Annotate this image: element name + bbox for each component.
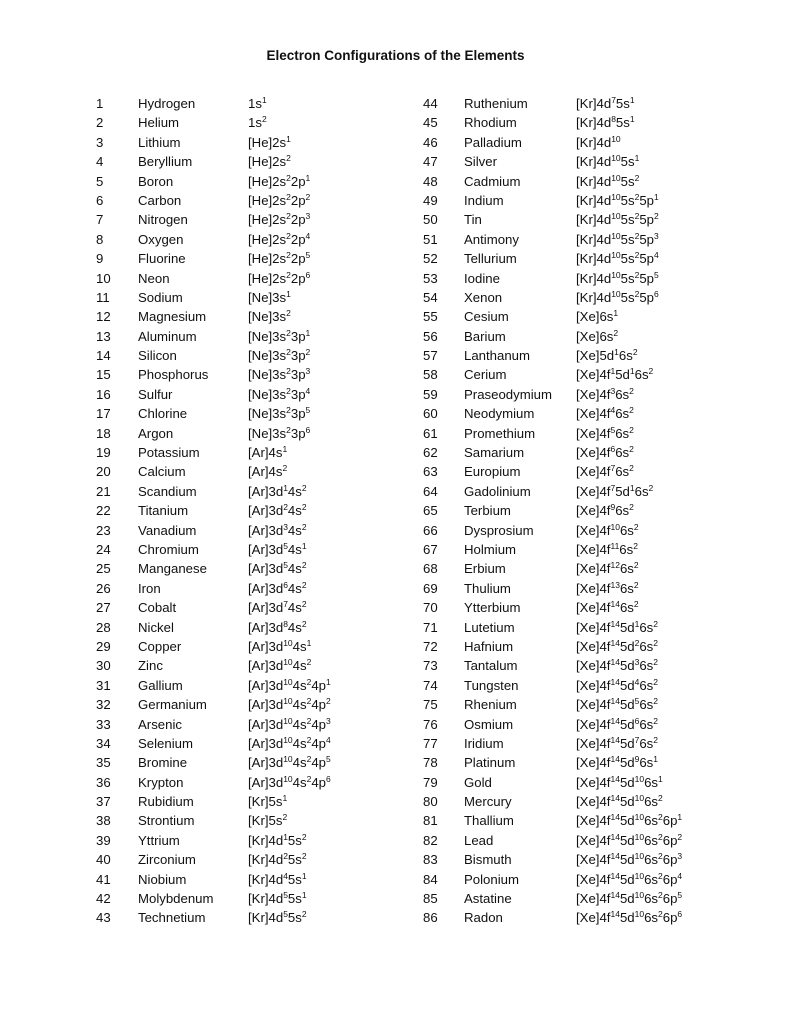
atomic-number: 74 <box>423 677 438 693</box>
atomic-number: 63 <box>423 464 438 480</box>
element-name: Iodine <box>464 270 500 286</box>
atomic-number: 68 <box>423 561 438 577</box>
electron-configuration: $[Xe]4f^{14}5d^{10}6s^26p^4$ <box>576 870 683 887</box>
atomic-number: 64 <box>423 483 438 499</box>
atomic-number: 78 <box>423 755 438 771</box>
element-name: Polonium <box>464 871 519 887</box>
element-name: Neodymium <box>464 406 535 422</box>
element-name: Hafnium <box>464 638 514 654</box>
electron-configuration: $[He]2s^22p^4$ <box>248 230 311 247</box>
atomic-number: 75 <box>423 697 438 713</box>
atomic-number: 48 <box>423 173 438 189</box>
element-name: Holmium <box>464 541 517 557</box>
atomic-number: 16 <box>96 386 111 402</box>
element-name: Dysprosium <box>464 522 534 538</box>
element-name: Terbium <box>464 503 511 519</box>
atomic-number: 44 <box>423 96 438 111</box>
element-name: Thallium <box>464 813 514 829</box>
atomic-number: 25 <box>96 561 111 577</box>
element-name: Zirconium <box>138 852 196 868</box>
electron-configuration: $[Ar]3d^{10}4s^24p^3$ <box>248 715 331 732</box>
electron-configuration: $[Ar]3d^{10}4s^24p^2$ <box>248 696 331 713</box>
element-name: Potassium <box>138 445 200 461</box>
electron-configuration: $[He]2s^22p^3$ <box>248 211 311 228</box>
atomic-number: 43 <box>96 910 111 926</box>
atomic-number: 32 <box>96 697 111 713</box>
element-name: Strontium <box>138 813 195 829</box>
electron-configuration: $[Xe]4f^{14}5d^{10}6s^26p^5$ <box>576 890 683 907</box>
element-name: Mercury <box>464 794 512 810</box>
electron-configuration: $[He]2s^22p^2$ <box>248 191 311 208</box>
element-name: Zinc <box>138 658 163 674</box>
element-name: Silicon <box>138 348 177 364</box>
atomic-number: 9 <box>96 251 104 267</box>
electron-configuration: $[Xe]4f^{11}6s^2$ <box>576 540 638 557</box>
electron-configuration: $[Xe]6s^1$ <box>576 308 619 325</box>
document-title: Electron Configurations of the Elements <box>266 48 525 63</box>
atomic-number: 82 <box>423 832 438 848</box>
element-name: Promethium <box>464 425 536 441</box>
element-name: Tellurium <box>464 251 517 267</box>
element-name: Gadolinium <box>464 483 531 499</box>
element-name: Rubidium <box>138 794 194 810</box>
electron-configuration: $[Ar]3d^34s^2$ <box>248 521 307 538</box>
electron-configuration: $[Xe]6s^2$ <box>576 327 619 344</box>
atomic-number: 81 <box>423 813 438 829</box>
electron-configuration: $[He]2s^2$ <box>248 153 291 170</box>
atomic-number: 76 <box>423 716 438 732</box>
element-name: Lead <box>464 832 494 848</box>
electron-configuration: $[Ar]3d^54s^1$ <box>248 540 307 557</box>
electron-configuration: $[Xe]4f^56s^2$ <box>576 424 634 441</box>
atomic-number: 5 <box>96 173 104 189</box>
element-name: Arsenic <box>138 716 182 732</box>
element-name: Antimony <box>464 231 519 247</box>
electron-configuration: $[Ar]3d^84s^2$ <box>248 618 307 635</box>
atomic-number: 28 <box>96 619 111 635</box>
electron-configuration: $[Xe]4f^{14}5d^46s^2$ <box>576 676 659 693</box>
element-name: Scandium <box>138 483 197 499</box>
element-name: Hydrogen <box>138 96 196 111</box>
atomic-number: 59 <box>423 386 438 402</box>
element-name: Iron <box>138 580 161 596</box>
element-name: Palladium <box>464 134 522 150</box>
electron-configuration: $[Xe]4f^{14}5d^16s^2$ <box>576 618 659 635</box>
electron-configuration: $[Xe]4f^{14}5d^56s^2$ <box>576 696 659 713</box>
element-name: Technetium <box>138 910 206 926</box>
atomic-number: 26 <box>96 580 111 596</box>
element-name: Chlorine <box>138 406 188 422</box>
electron-configuration: $[Xe]5d^16s^2$ <box>576 347 638 364</box>
element-name: Chromium <box>138 541 199 557</box>
atomic-number: 73 <box>423 658 438 674</box>
element-name: Beryllium <box>138 154 193 170</box>
element-name: Indium <box>464 192 504 208</box>
atomic-number: 80 <box>423 794 438 810</box>
element-name: Calcium <box>138 464 186 480</box>
electron-configuration: $[Ar]3d^{10}4s^2$ <box>248 657 312 674</box>
element-name: Boron <box>138 173 174 189</box>
element-name: Cobalt <box>138 600 177 616</box>
atomic-number: 85 <box>423 891 438 907</box>
electron-configuration: $[Xe]4f^{14}5d^{10}6s^26p^6$ <box>576 909 683 926</box>
electron-configuration: $[Xe]4f^66s^2$ <box>576 444 634 461</box>
atomic-number: 40 <box>96 852 111 868</box>
electron-configuration: $[Ne]3s^1$ <box>248 288 291 305</box>
atomic-number: 31 <box>96 677 111 693</box>
atomic-number: 46 <box>423 134 438 150</box>
atomic-number: 10 <box>96 270 111 286</box>
electron-configuration: $[Kr]4d^75s^1$ <box>576 95 635 111</box>
atomic-number: 4 <box>96 154 104 170</box>
electron-configuration: $[Ar]3d^74s^2$ <box>248 599 307 616</box>
atomic-number: 34 <box>96 735 111 751</box>
atomic-number: 22 <box>96 503 111 519</box>
electron-configuration: $[Xe]4f^{14}5d^{10}6s^26p^3$ <box>576 851 683 868</box>
atomic-number: 51 <box>423 231 438 247</box>
electron-configuration: $[Ar]3d^24s^2$ <box>248 502 307 519</box>
atomic-number: 29 <box>96 638 111 654</box>
atomic-number: 77 <box>423 735 438 751</box>
atomic-number: 53 <box>423 270 438 286</box>
atomic-number: 23 <box>96 522 111 538</box>
electron-configuration: $[Xe]4f^{14}5d^{10}6s^2$ <box>576 793 663 810</box>
atomic-number: 27 <box>96 600 111 616</box>
atomic-number: 14 <box>96 348 111 364</box>
electron-configuration: $1s^1$ <box>248 95 267 111</box>
atomic-number: 37 <box>96 794 111 810</box>
element-name: Magnesium <box>138 309 207 325</box>
element-name: Manganese <box>138 561 207 577</box>
electron-configuration: $[Kr]4d^{10}$ <box>576 133 621 150</box>
atomic-number: 11 <box>96 289 110 305</box>
atomic-number: 57 <box>423 348 438 364</box>
atomic-number: 66 <box>423 522 438 538</box>
electron-configuration: $[Xe]4f^{14}5d^26s^2$ <box>576 637 659 654</box>
electron-configuration: $[Ar]3d^{10}4s^24p^4$ <box>248 734 331 751</box>
electron-configuration: $[Kr]4d^{10}5s^1$ <box>576 153 640 170</box>
element-name: Helium <box>138 115 180 131</box>
atomic-number: 54 <box>423 289 438 305</box>
atomic-number: 3 <box>96 134 104 150</box>
atomic-number: 49 <box>423 192 438 208</box>
element-name: Carbon <box>138 192 182 208</box>
element-name: Platinum <box>464 755 516 771</box>
electron-configuration: $[Xe]4f^76s^2$ <box>576 463 634 480</box>
atomic-number: 17 <box>96 406 111 422</box>
electron-configuration: $[Ne]3s^2$ <box>248 308 291 325</box>
element-name: Sodium <box>138 289 183 305</box>
electron-configuration: $[Xe]4f^15d^16s^2$ <box>576 366 654 383</box>
element-name: Neon <box>138 270 170 286</box>
electron-configuration: $[Ne]3s^23p^6$ <box>248 424 311 441</box>
electron-configuration: $[Xe]4f^{12}6s^2$ <box>576 560 639 577</box>
electron-configuration: $[Xe]4f^96s^2$ <box>576 502 634 519</box>
element-name: Nitrogen <box>138 212 188 228</box>
element-name: Rhodium <box>464 115 517 131</box>
atomic-number: 72 <box>423 638 438 654</box>
element-name: Bromine <box>138 755 188 771</box>
atomic-number: 62 <box>423 445 438 461</box>
electron-configuration: $[Kr]4d^55s^1$ <box>248 890 307 907</box>
element-name: Phosphorus <box>138 367 209 383</box>
electron-configuration: $[He]2s^22p^1$ <box>248 172 311 189</box>
atomic-number: 33 <box>96 716 111 732</box>
electron-configuration: $[Ne]3s^23p^4$ <box>248 385 311 402</box>
atomic-number: 21 <box>96 483 111 499</box>
electron-configuration: $[Xe]4f^{10}6s^2$ <box>576 521 639 538</box>
atomic-number: 13 <box>96 328 111 344</box>
element-name: Yttrium <box>138 832 180 848</box>
element-name: Tungsten <box>464 677 519 693</box>
atomic-number: 2 <box>96 115 104 131</box>
atomic-number: 8 <box>96 231 104 247</box>
atomic-number: 39 <box>96 832 111 848</box>
element-name: Europium <box>464 464 521 480</box>
atomic-number: 36 <box>96 774 111 790</box>
electron-configuration: $[Ne]3s^23p^3$ <box>248 366 311 383</box>
electron-configuration: $[Ar]3d^{10}4s^24p^1$ <box>248 676 331 693</box>
element-name: Germanium <box>138 697 207 713</box>
electron-configuration: $[Kr]4d^25s^2$ <box>248 851 307 868</box>
atomic-number: 56 <box>423 328 438 344</box>
electron-configuration: $[Ar]3d^{10}4s^24p^5$ <box>248 754 331 771</box>
atomic-number: 38 <box>96 813 111 829</box>
atomic-number: 24 <box>96 541 111 557</box>
electron-configuration: $[Ar]3d^{10}4s^1$ <box>248 637 312 654</box>
electron-configuration: $[Xe]4f^36s^2$ <box>576 385 634 402</box>
atomic-number: 7 <box>96 212 104 228</box>
element-name: Vanadium <box>138 522 197 538</box>
atomic-number: 20 <box>96 464 111 480</box>
electron-configuration: $[Ne]3s^23p^1$ <box>248 327 311 344</box>
atomic-number: 83 <box>423 852 438 868</box>
electron-configuration: $[Xe]4f^46s^2$ <box>576 405 634 422</box>
atomic-number: 1 <box>96 96 104 111</box>
atomic-number: 30 <box>96 658 111 674</box>
atomic-number: 15 <box>96 367 111 383</box>
atomic-number: 71 <box>423 619 438 635</box>
electron-configuration: $[Xe]4f^{14}5d^66s^2$ <box>576 715 659 732</box>
element-name: Gold <box>464 774 492 790</box>
element-name: Sulfur <box>138 386 173 402</box>
atomic-number: 60 <box>423 406 438 422</box>
electron-configuration: $[Xe]4f^{14}5d^{10}6s^26p^2$ <box>576 831 683 848</box>
electron-configuration: $[Kr]4d^55s^2$ <box>248 909 307 926</box>
element-name: Silver <box>464 154 497 170</box>
atomic-number: 18 <box>96 425 111 441</box>
element-name: Bismuth <box>464 852 512 868</box>
atomic-number: 41 <box>96 871 111 887</box>
electron-configuration: $[Kr]4d^85s^1$ <box>576 114 635 131</box>
element-name: Ruthenium <box>464 96 528 111</box>
electron-configuration: $[Kr]5s^2$ <box>248 812 288 829</box>
element-name: Lithium <box>138 134 181 150</box>
element-name: Cadmium <box>464 173 521 189</box>
atomic-number: 19 <box>96 445 111 461</box>
electron-configuration: $[Ar]3d^14s^2$ <box>248 482 307 499</box>
atomic-number: 55 <box>423 309 438 325</box>
electron-configuration: $[Ar]3d^64s^2$ <box>248 579 307 596</box>
element-name: Titanium <box>138 503 189 519</box>
atomic-number: 84 <box>423 871 438 887</box>
element-name: Copper <box>138 638 182 654</box>
electron-configuration: $[Kr]5s^1$ <box>248 793 288 810</box>
atomic-number: 70 <box>423 600 438 616</box>
electron-configuration: $[Xe]4f^{14}5d^{10}6s^26p^1$ <box>576 812 683 829</box>
electron-configuration: $[Ar]3d^54s^2$ <box>248 560 307 577</box>
electron-configuration: $[He]2s^22p^5$ <box>248 250 311 267</box>
atomic-number: 65 <box>423 503 438 519</box>
element-name: Lutetium <box>464 619 515 635</box>
element-name: Tin <box>464 212 482 228</box>
electron-configuration: $[Kr]4d^{10}5s^2$ <box>576 172 640 189</box>
element-name: Fluorine <box>138 251 186 267</box>
element-name: Rhenium <box>464 697 517 713</box>
element-name: Niobium <box>138 871 187 887</box>
atomic-number: 35 <box>96 755 111 771</box>
electron-configuration: $[Xe]4f^{14}6s^2$ <box>576 599 639 616</box>
element-name: Oxygen <box>138 231 184 247</box>
atomic-number: 42 <box>96 891 111 907</box>
element-name: Tantalum <box>464 658 518 674</box>
atomic-number: 45 <box>423 115 438 131</box>
element-name: Xenon <box>464 289 503 305</box>
atomic-number: 47 <box>423 154 438 170</box>
electron-configuration: $[Kr]4d^{10}5s^25p^1$ <box>576 191 659 208</box>
element-name: Osmium <box>464 716 514 732</box>
electron-configuration: $[Ar]4s^1$ <box>248 444 288 461</box>
element-name: Samarium <box>464 445 525 461</box>
electron-configuration: $[Ne]3s^23p^5$ <box>248 405 311 422</box>
atomic-number: 50 <box>423 212 438 228</box>
atomic-number: 6 <box>96 192 104 208</box>
electron-configuration: $[Ar]3d^{10}4s^24p^6$ <box>248 773 331 790</box>
element-name: Lanthanum <box>464 348 530 364</box>
element-name: Praseodymium <box>464 386 552 402</box>
element-name: Selenium <box>138 735 193 751</box>
element-name: Cerium <box>464 367 507 383</box>
atomic-number: 58 <box>423 367 438 383</box>
electron-configuration: $[Kr]4d^{10}5s^25p^5$ <box>576 269 659 286</box>
element-name: Argon <box>138 425 174 441</box>
electron-configuration: $[Kr]4d^{10}5s^25p^4$ <box>576 250 659 267</box>
electron-configuration: $[Kr]4d^{10}5s^25p^6$ <box>576 288 659 305</box>
element-name: Iridium <box>464 735 504 751</box>
atomic-number: 67 <box>423 541 438 557</box>
electron-configuration: $[Xe]4f^{14}5d^96s^1$ <box>576 754 659 771</box>
element-name: Barium <box>464 328 506 344</box>
atomic-number: 79 <box>423 774 438 790</box>
atomic-number: 69 <box>423 580 438 596</box>
atomic-number: 12 <box>96 309 111 325</box>
electron-configuration: $[Xe]4f^{14}5d^{10}6s^1$ <box>576 773 663 790</box>
electron-configuration: $[Xe]4f^{13}6s^2$ <box>576 579 639 596</box>
electron-configuration: $[He]2s^22p^6$ <box>248 269 311 286</box>
element-name: Aluminum <box>138 328 197 344</box>
element-name: Krypton <box>138 774 184 790</box>
element-name: Cesium <box>464 309 509 325</box>
electron-configuration: $[Kr]4d^{10}5s^25p^2$ <box>576 211 659 228</box>
element-name: Nickel <box>138 619 174 635</box>
electron-configuration: $[Kr]4d^15s^2$ <box>248 831 307 848</box>
electron-configuration: $[Xe]4f^75d^16s^2$ <box>576 482 654 499</box>
element-name: Ytterbium <box>464 600 521 616</box>
atomic-number: 61 <box>423 425 438 441</box>
element-name: Radon <box>464 910 503 926</box>
element-name: Gallium <box>138 677 183 693</box>
element-name: Molybdenum <box>138 891 214 907</box>
atomic-number: 86 <box>423 910 438 926</box>
electron-configuration: $[Ar]4s^2$ <box>248 463 288 480</box>
electron-configuration: $[Xe]4f^{14}5d^36s^2$ <box>576 657 659 674</box>
atomic-number: 52 <box>423 251 438 267</box>
electron-configuration: $[He]2s^1$ <box>248 133 291 150</box>
element-name: Astatine <box>464 891 512 907</box>
electron-configuration: $[Ne]3s^23p^2$ <box>248 347 311 364</box>
electron-configuration: $[Xe]4f^{14}5d^76s^2$ <box>576 734 659 751</box>
electron-configuration: $1s^2$ <box>248 114 267 131</box>
element-name: Erbium <box>464 561 506 577</box>
electron-configuration: $[Kr]4d^{10}5s^25p^3$ <box>576 230 659 247</box>
electron-configuration: $[Kr]4d^45s^1$ <box>248 870 307 887</box>
element-name: Thulium <box>464 580 511 596</box>
